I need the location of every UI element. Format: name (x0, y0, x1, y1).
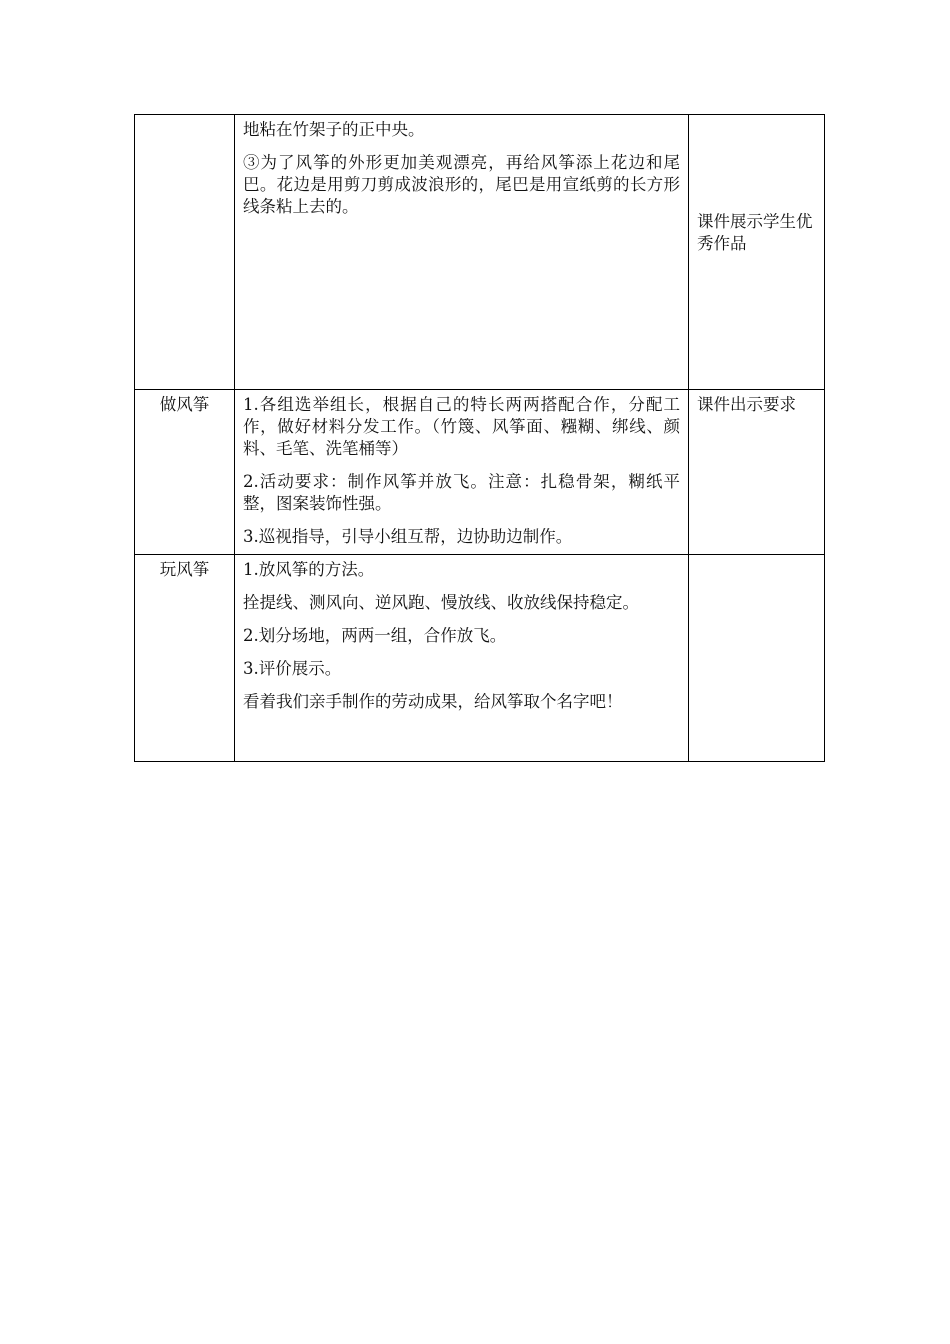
content-paragraph: 2.活动要求：制作风筝并放飞。注意：扎稳骨架，糊纸平整，图案装饰性强。 (243, 472, 680, 513)
table-row (135, 390, 825, 555)
stage-cell (135, 115, 235, 390)
content-paragraph: 1.放风筝的方法。 (243, 560, 375, 579)
content-paragraph: 2.划分场地，两两一组，合作放飞。 (243, 626, 507, 645)
content-paragraph: 看着我们亲手制作的劳动成果，给风筝取个名字吧！ (243, 692, 623, 711)
content-paragraph: 拴提线、测风向、逆风跑、慢放线、收放线保持稳定。 (243, 593, 639, 612)
content-paragraph: 3.评价展示。 (243, 659, 342, 678)
content-paragraph: 1.各组选举组长，根据自己的特长两两搭配合作，分配工作，做好材料分发工作。（竹篾、风筝面、糨糊、绑线、颜料、毛笔、洗笔桶等） (243, 395, 680, 458)
stage-cell: 做风筝 (135, 390, 235, 555)
table-row (135, 555, 825, 762)
table-row (135, 115, 825, 390)
content-paragraph: 地粘在竹架子的正中央。 (243, 120, 425, 139)
note-cell: 课件展示学生优秀作品 (689, 115, 825, 390)
note-cell: 课件出示要求 (689, 390, 825, 555)
stage-cell: 玩风筝 (135, 555, 235, 762)
lesson-plan-table (134, 114, 825, 762)
content-cell (235, 555, 689, 762)
note-cell (689, 555, 825, 762)
content-paragraph: ③为了风筝的外形更加美观漂亮，再给风筝添上花边和尾巴。花边是用剪刀剪成波浪形的，尾巴是用宣纸剪的长方形线条粘上去的。 (243, 153, 680, 216)
content-cell (235, 115, 689, 390)
content-cell (235, 390, 689, 555)
content-paragraph: 3.巡视指导，引导小组互帮，边协助边制作。 (243, 527, 573, 546)
